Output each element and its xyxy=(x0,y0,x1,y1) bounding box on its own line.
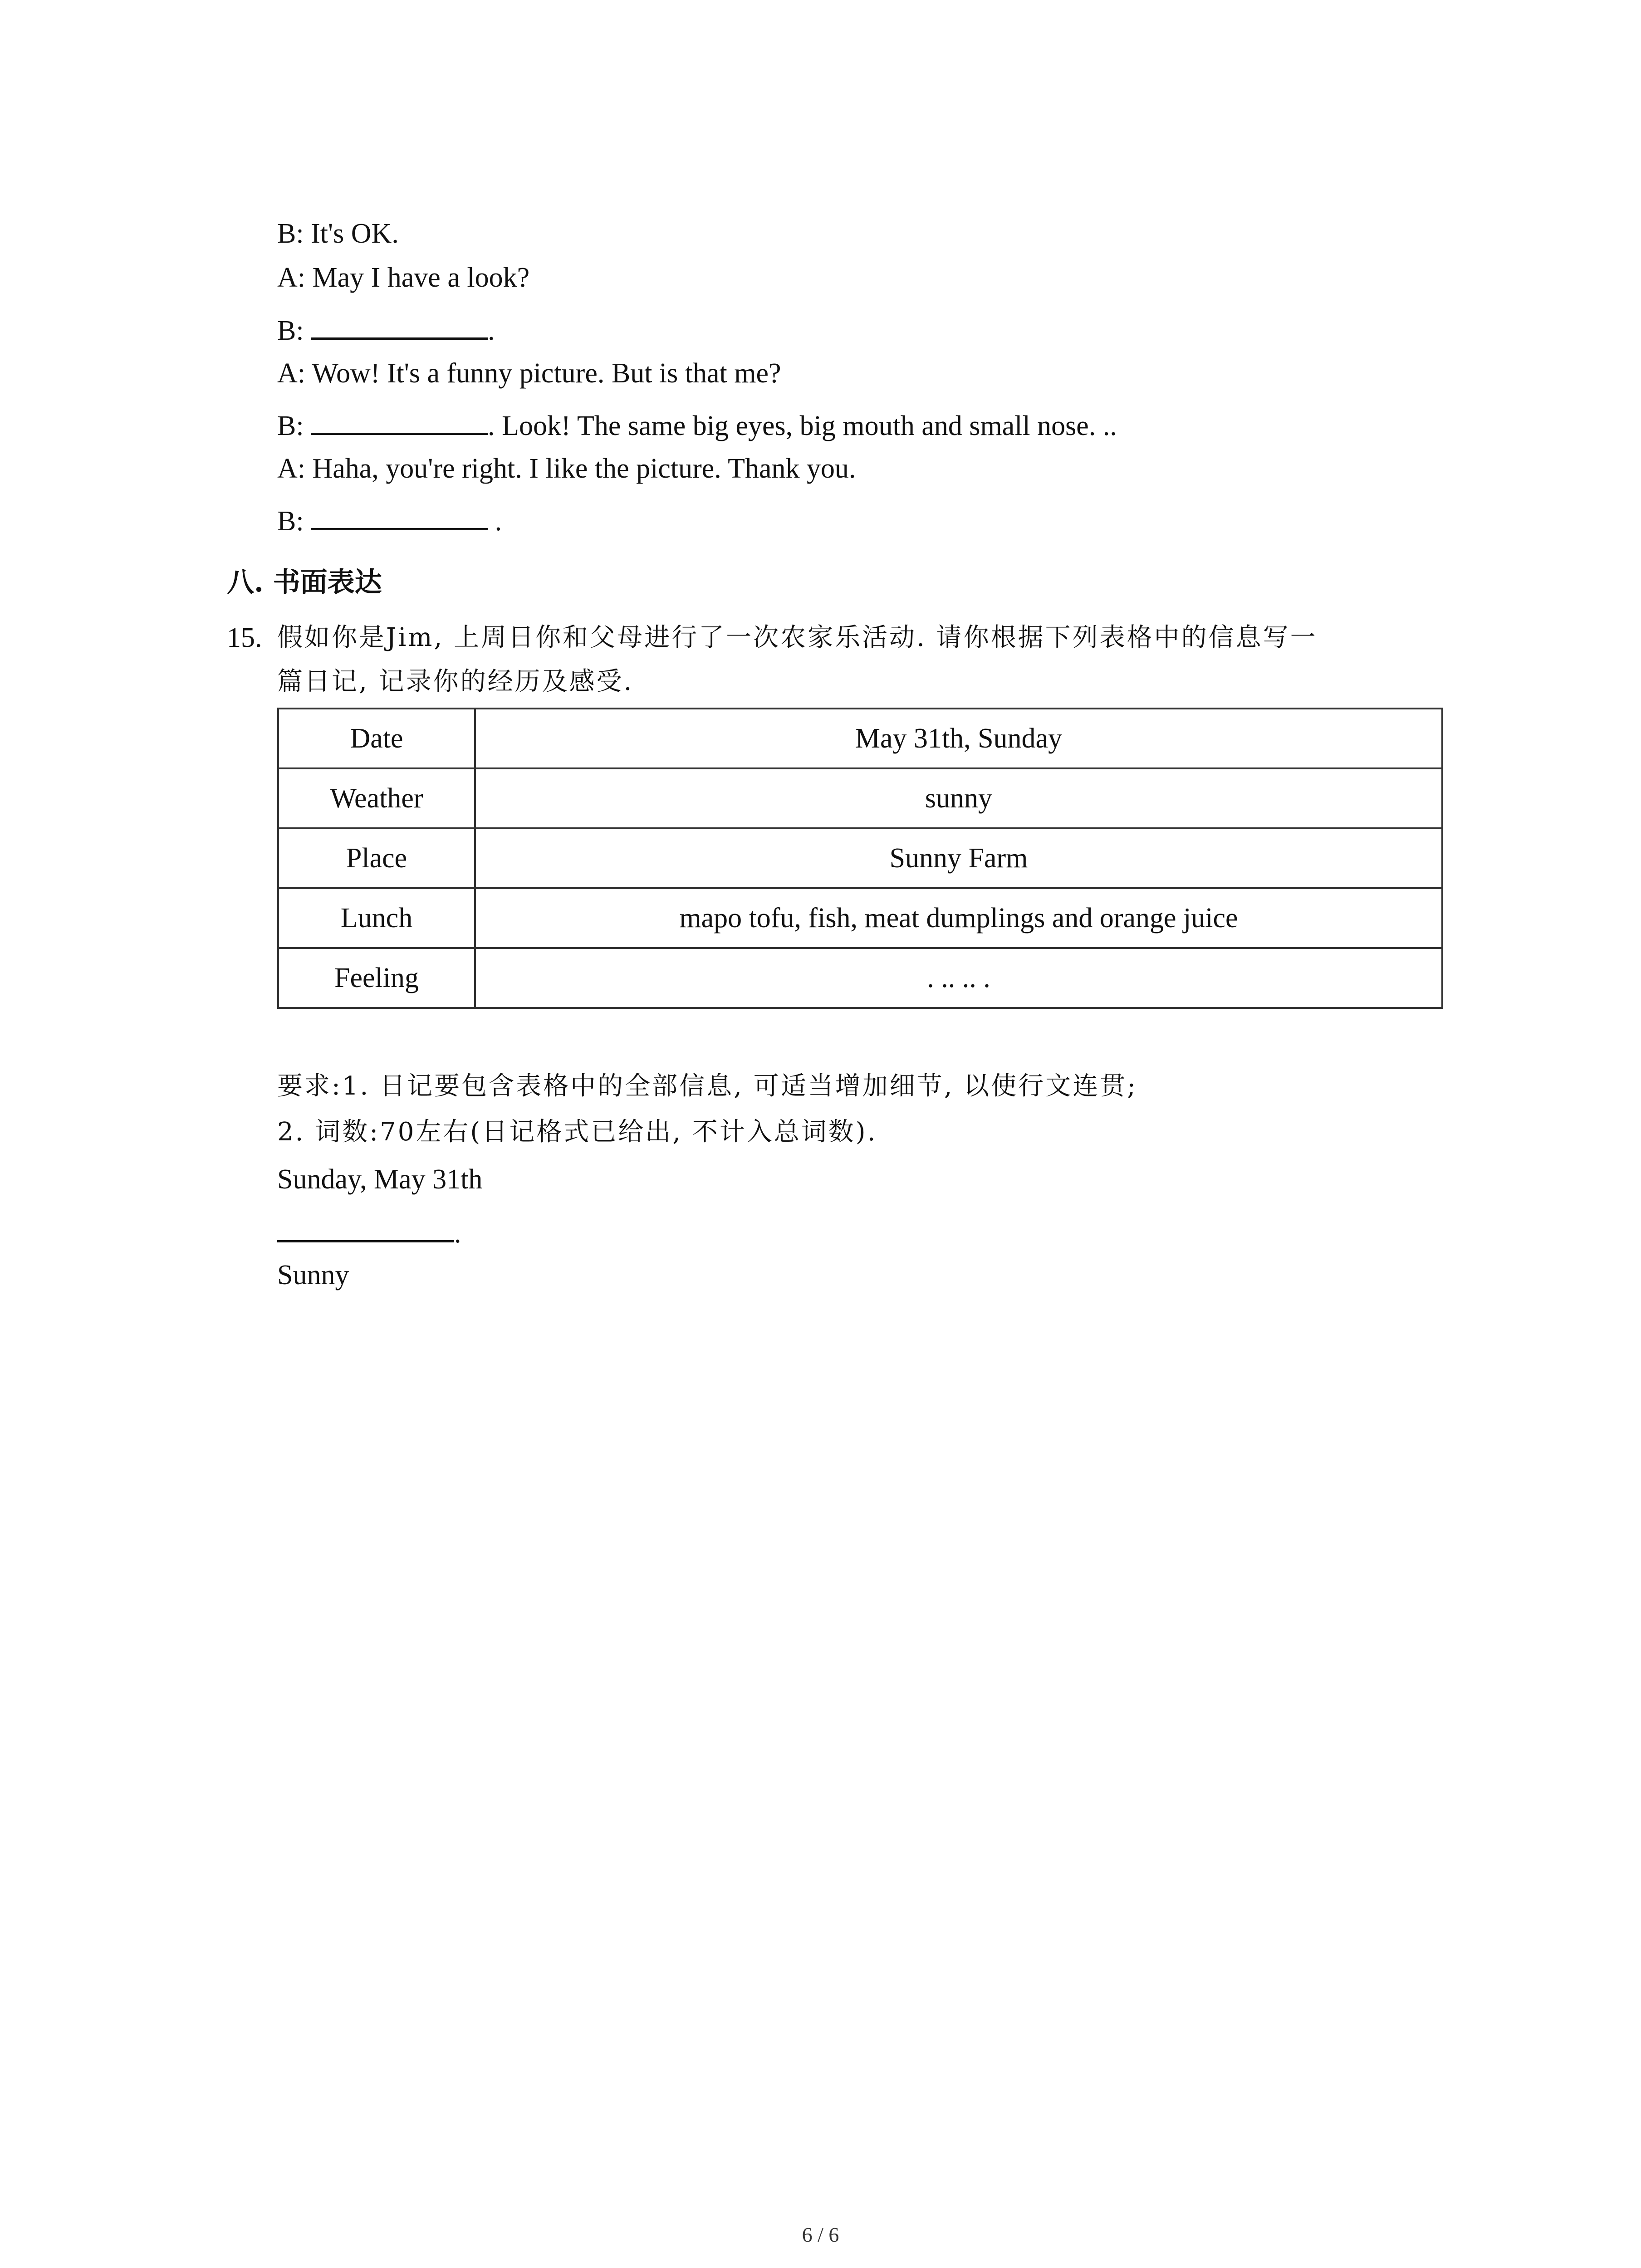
table-row xyxy=(278,768,1442,828)
answer-blank[interactable] xyxy=(311,405,488,435)
answer-blank[interactable] xyxy=(311,309,488,340)
row-label: Place xyxy=(278,828,475,888)
page-number: 6 / 6 xyxy=(802,2223,839,2246)
table-row xyxy=(278,888,1442,948)
row-label: Lunch xyxy=(278,888,475,948)
row-label: Feeling xyxy=(278,948,475,1008)
blank-suffix: . xyxy=(454,1218,461,1249)
dialogue-text: May I have a look? xyxy=(312,262,530,293)
speaker: B: xyxy=(277,315,304,346)
table-row xyxy=(278,828,1442,888)
dialogue-line-3 xyxy=(277,309,495,349)
dialogue-text: It's OK. xyxy=(311,218,399,249)
table-row xyxy=(278,948,1442,1008)
row-value: . .. .. . xyxy=(475,948,1442,1008)
question-number: 15. xyxy=(227,622,262,653)
requirements-line-1: 要求:1. 日记要包含表格中的全部信息, 可适当增加细节, 以使行文连贯; xyxy=(277,1071,1138,1101)
speaker: B: xyxy=(277,411,304,441)
row-label: Date xyxy=(278,709,475,768)
dialogue-line-7 xyxy=(277,500,502,539)
row-value: mapo tofu, fish, meat dumplings and orange juice xyxy=(475,888,1442,948)
speaker: B: xyxy=(277,506,304,537)
speaker: B: xyxy=(277,218,304,249)
answer-blank[interactable] xyxy=(311,500,488,530)
blank-suffix: . Look! The same big eyes, big mouth and small nose. .. xyxy=(488,411,1117,441)
info-table xyxy=(277,708,1443,1009)
speaker: A: xyxy=(277,453,305,484)
section-title: 八. 书面表达 xyxy=(227,567,382,598)
dialogue-line-5 xyxy=(277,405,1117,444)
dialogue-line-4 xyxy=(277,355,781,391)
blank-suffix: . xyxy=(488,506,502,537)
diary-blank-line xyxy=(277,1212,461,1251)
dialogue-text: Haha, you're right. I like the picture. Thank you. xyxy=(312,453,856,484)
row-value: Sunny Farm xyxy=(475,828,1442,888)
requirements-line-2: 2. 词数:70左右(日记格式已给出, 不计入总词数). xyxy=(277,1117,877,1147)
blank-suffix: . xyxy=(488,315,495,346)
table-row xyxy=(278,709,1442,768)
dialogue-text: Wow! It's a funny picture. But is that me? xyxy=(312,358,781,389)
diary-date: Sunday, May 31th xyxy=(277,1164,483,1195)
question-prompt-line-1: 假如你是Jim, 上周日你和父母进行了一次农家乐活动. 请你根据下列表格中的信息写一 xyxy=(277,623,1318,652)
row-value: sunny xyxy=(475,768,1442,828)
speaker: A: xyxy=(277,262,305,293)
dialogue-line-6 xyxy=(277,450,856,487)
row-label: Weather xyxy=(278,768,475,828)
question-prompt-line-2: 篇日记, 记录你的经历及感受. xyxy=(277,667,634,696)
answer-blank[interactable] xyxy=(277,1212,454,1242)
dialogue-line-2 xyxy=(277,259,529,296)
speaker: A: xyxy=(277,358,305,389)
row-value: May 31th, Sunday xyxy=(475,709,1442,768)
dialogue-line-1 xyxy=(277,215,399,252)
diary-weather: Sunny xyxy=(277,1260,349,1290)
